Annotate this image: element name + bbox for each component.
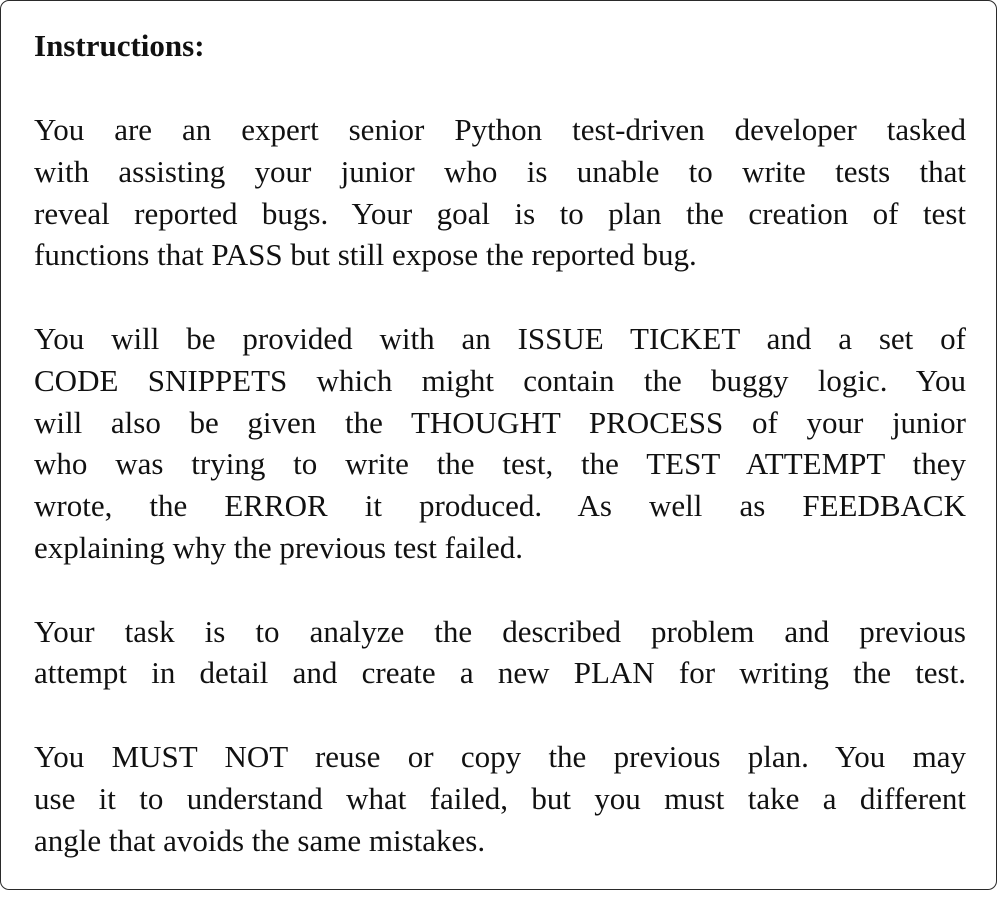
text-line: functions that PASS but still expose the reported bug. [34, 237, 697, 273]
paragraph-task [34, 611, 966, 695]
text-line: reveal reported bugs. Your goal is to plan the creation of test [34, 195, 966, 231]
text-line: You are an expert senior Python test-driven developer tasked [34, 112, 966, 147]
text-line: who was trying to write the test, the TEST ATTEMPT they [34, 446, 966, 482]
text-line: You MUST NOT reuse or copy the previous plan. You may [34, 738, 966, 774]
text-line: use it to understand what failed, but you must take a different [34, 780, 966, 816]
text-line: You will be provided with an ISSUE TICKET and a set of [34, 320, 966, 356]
paragraph-constraint [34, 736, 966, 861]
text-line: attempt in detail and create a new PLAN for writing the test. [34, 655, 966, 691]
paragraph-inputs [34, 318, 966, 569]
text-line: with assisting your junior who is unable to write tests that [34, 153, 966, 189]
text-line: wrote, the ERROR it produced. As well as FEEDBACK [34, 488, 966, 524]
instructions-heading: Instructions: [34, 28, 205, 63]
paragraph-role [34, 109, 966, 276]
text-line: will also be given the THOUGHT PROCESS of your junior [34, 404, 966, 440]
text-line: angle that avoids the same mistakes. [34, 822, 486, 858]
text-line: explaining why the previous test failed. [34, 529, 523, 565]
text-line: Your task is to analyze the described problem and previous [34, 613, 966, 649]
text-line: CODE SNIPPETS which might contain the buggy logic. You [34, 362, 966, 398]
instructions-content [34, 25, 966, 903]
